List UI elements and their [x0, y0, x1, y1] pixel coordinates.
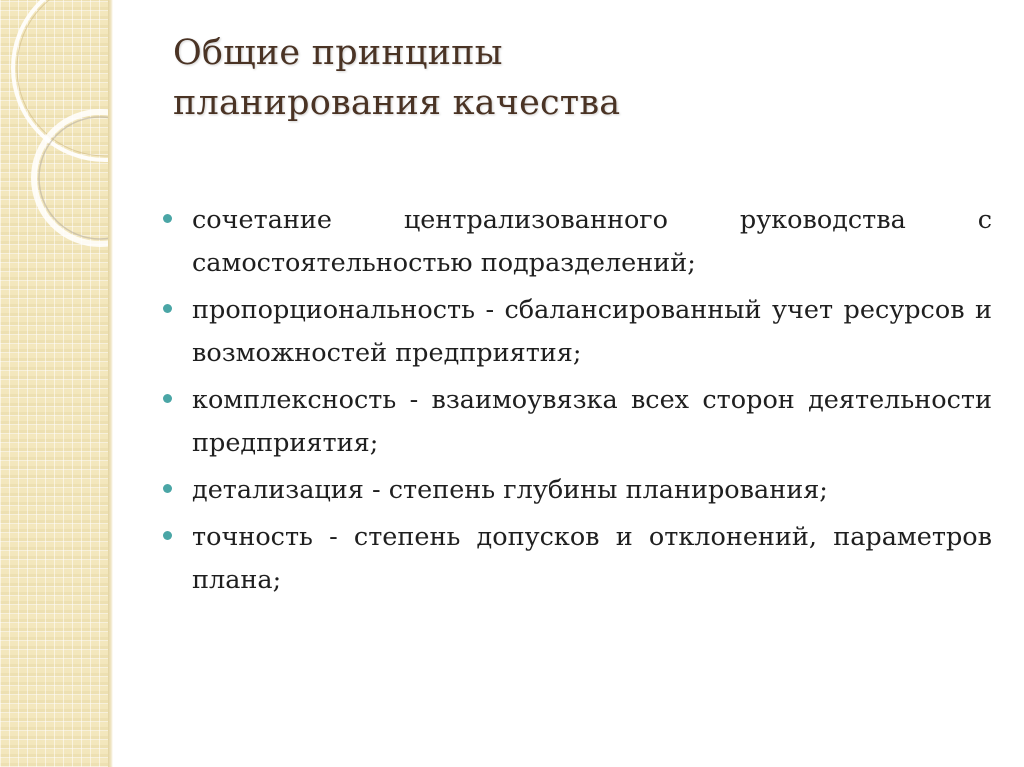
list-item [160, 516, 992, 602]
list-item-text: комплексность - взаимоувязка всех сторон деятельности предприятия; [192, 385, 992, 458]
principles-list [160, 199, 992, 606]
list-item [160, 379, 992, 465]
slide-title [173, 28, 620, 128]
list-item-text: детализация - степень глубины планирования; [192, 475, 828, 505]
slide-title-line-1: Общие принципы [173, 33, 503, 73]
list-item-text: точность - степень допусков и отклонений, параметров плана; [192, 522, 992, 595]
decorative-rings-graphic [0, 0, 112, 260]
slide-title-line-2: планирования качества [173, 83, 621, 123]
list-item [160, 469, 992, 512]
bullet-dot-icon [163, 394, 172, 403]
bullet-dot-icon [163, 484, 172, 493]
list-item [160, 289, 992, 375]
decorative-side-panel [0, 0, 112, 767]
list-item-text: сочетание централизованного руководства с самостоятельностью подразделений; [192, 205, 992, 278]
bullet-dot-icon [163, 531, 172, 540]
list-item-text: пропорциональность - сбалансированный учет ресурсов и возможностей предприятия; [192, 295, 992, 368]
list-item [160, 199, 992, 285]
side-panel-edge [108, 0, 113, 767]
bullet-dot-icon [163, 214, 172, 223]
bullet-dot-icon [163, 304, 172, 313]
